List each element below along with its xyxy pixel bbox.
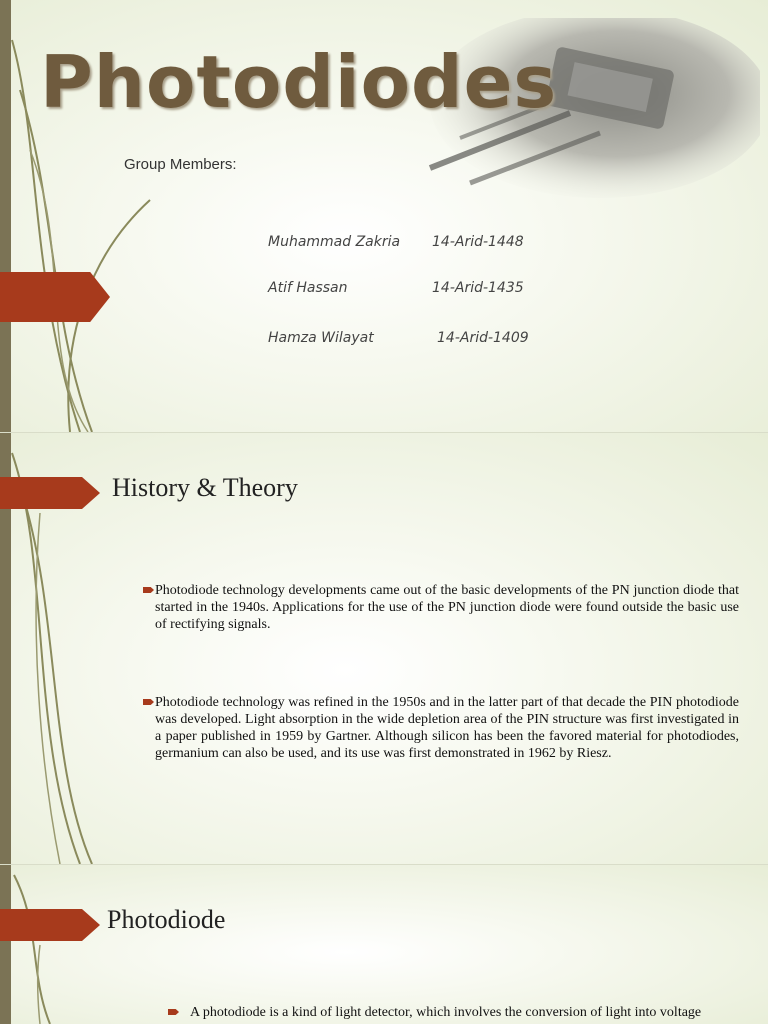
member-id: 14-Arid-1435 (432, 280, 524, 296)
accent-arrow (0, 909, 100, 941)
bullet-text: Photodiode technology developments came out of the basic developments of the PN junction diode that started in the 1940s. Applications for the use of the PN junction diode were found outside the basic use of rectifying signals. (155, 583, 739, 632)
group-members-label: Group Members: (124, 156, 237, 173)
bullet-text: A photodiode is a kind of light detector, which involves the conversion of light into voltage (190, 1005, 702, 1020)
list-item (155, 694, 739, 762)
slide-photodiode (0, 865, 768, 1024)
list-item (190, 1004, 750, 1021)
decorative-curves (0, 865, 120, 1024)
accent-arrow (0, 272, 110, 322)
member-name: Muhammad Zakria (268, 234, 401, 250)
slide-title (0, 0, 768, 432)
bullet-text: Photodiode technology was refined in the 1950s and in the latter part of that decade the PIN photodiode was developed. Light absorption in the wide depletion area of the PIN structure was first investigated in a paper published in 1959 by Gartner. Although silicon has been the favored material for photodiodes, germanium can also be used, and its use was first demonstrated in 1962 by Riesz. (155, 695, 739, 761)
slide-heading: History & Theory (112, 473, 298, 502)
list-item (155, 582, 739, 633)
slide-heading: Photodiode (107, 905, 226, 934)
slide-history (0, 433, 768, 864)
member-id: 14-Arid-1409 (437, 330, 529, 346)
member-name: Atif Hassan (268, 280, 348, 296)
member-name: Hamza Wilayat (268, 330, 374, 346)
bullet-arrow-icon (168, 1009, 179, 1015)
member-id: 14-Arid-1448 (432, 234, 524, 250)
accent-arrow (0, 477, 100, 509)
presentation-title: Photodiodes (40, 40, 558, 124)
